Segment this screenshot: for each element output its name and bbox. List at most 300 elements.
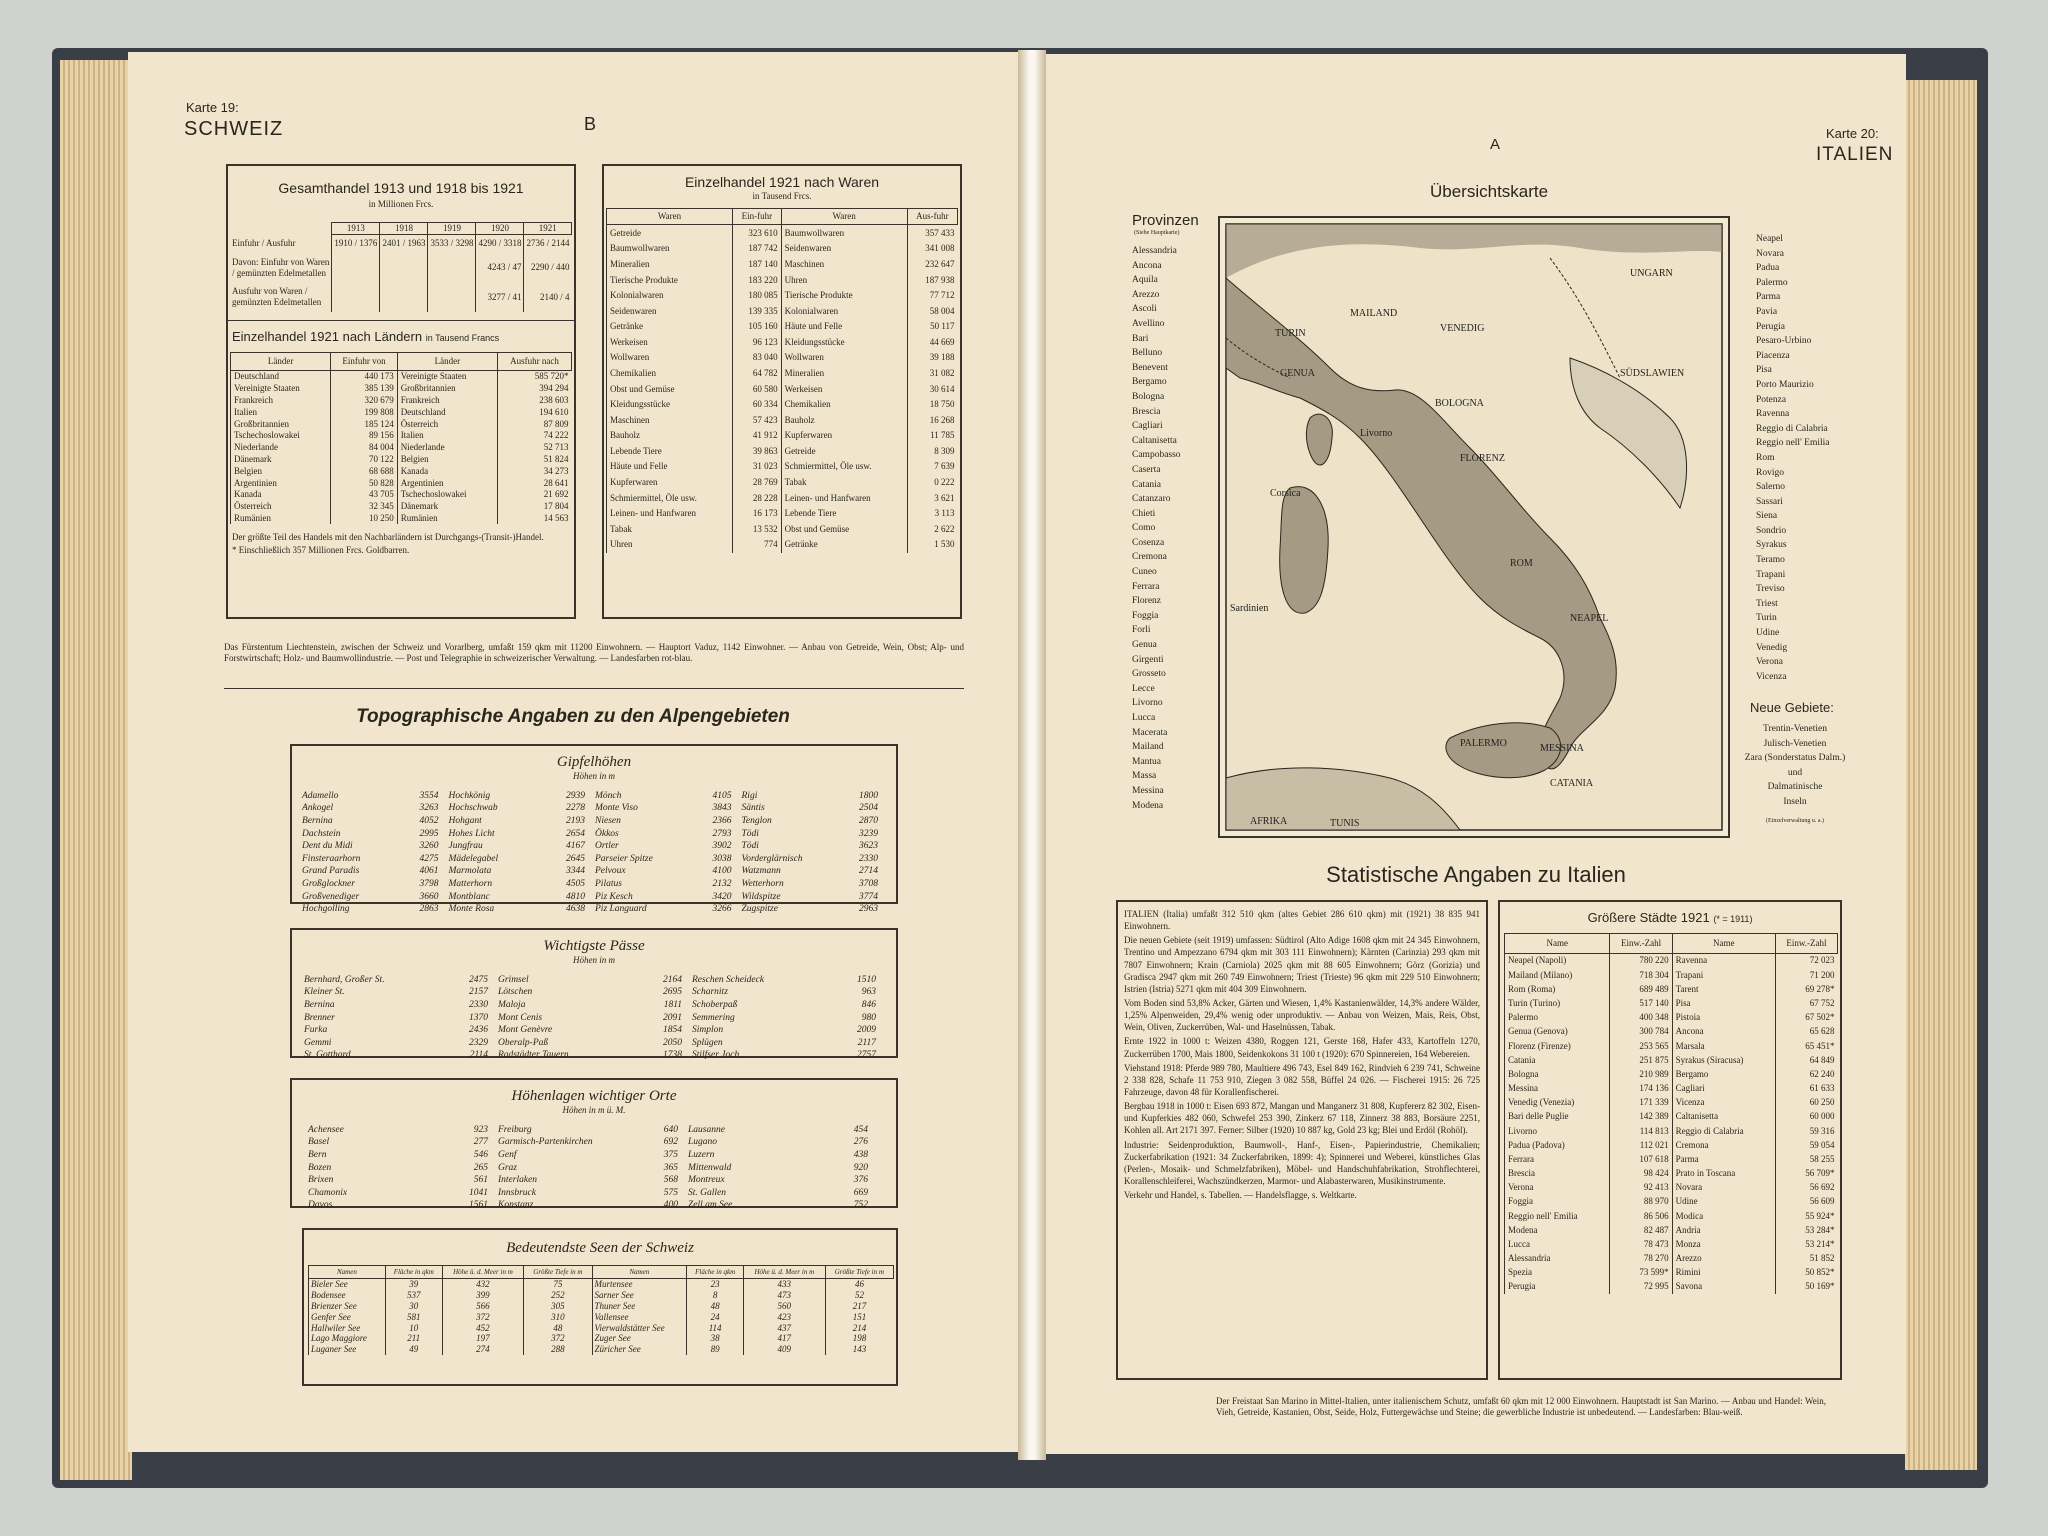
- seen-box: [302, 1228, 898, 1386]
- provinces-subtitle: (Siehe Hauptkarte): [1134, 230, 1180, 236]
- neue-item: Dalmatinische: [1767, 782, 1823, 793]
- gipfel-name: Hochkönig: [448, 790, 491, 801]
- provinces-left-list: [1132, 244, 1181, 813]
- orte-column: [308, 1124, 488, 1212]
- waren-cell: Chemikalien: [781, 397, 907, 413]
- waren-cell: 77 712: [907, 288, 957, 304]
- waren-cell: 41 912: [733, 428, 782, 444]
- orte-name: Brixen: [308, 1175, 334, 1186]
- neue-item: Inseln: [1783, 796, 1807, 807]
- waren-cell: Chemikalien: [607, 366, 733, 382]
- paesse-name: Mont Genèvre: [498, 1025, 553, 1036]
- laender-cell: Dänemark: [397, 501, 497, 513]
- waren-row: [607, 381, 958, 397]
- seen-cell: 423: [744, 1312, 826, 1323]
- seen-cell: 39: [385, 1279, 442, 1290]
- gipfel-name: Piz Languard: [595, 904, 647, 915]
- waren-cell: 30 614: [907, 381, 957, 397]
- cities-cell: Mailand (Milano): [1505, 968, 1610, 982]
- provR-item: Venedig: [1756, 642, 1788, 653]
- cities-row: [1505, 1166, 1838, 1180]
- provL-item: Massa: [1132, 771, 1157, 782]
- waren-cell: 39 863: [733, 443, 782, 459]
- orte-value: 920: [853, 1162, 868, 1173]
- paesse-value: 2157: [469, 987, 488, 998]
- cities-row: [1505, 1266, 1838, 1280]
- waren-cell: Mineralien: [781, 366, 907, 382]
- stats-text-box: [1116, 900, 1488, 1380]
- gipfel-entry: [449, 840, 586, 853]
- gesamt-row-label: Ausfuhr von Waren / gemünzten Edelmetallen: [232, 286, 322, 308]
- cities-header-cell: Name: [1672, 934, 1775, 954]
- laender-cell: 17 804: [497, 501, 571, 513]
- waren-title: Einzelhandel 1921 nach Waren: [684, 174, 880, 190]
- waren-cell: Kupferwaren: [607, 475, 733, 491]
- waren-cell: 187 938: [907, 272, 957, 288]
- gipfel-entry: [742, 840, 879, 853]
- gipfel-value: 3660: [419, 891, 439, 902]
- paesse-value: 846: [861, 999, 876, 1010]
- laender-cell: Kanada: [231, 489, 331, 501]
- seen-header-cell: Größte Tiefe in m: [825, 1266, 893, 1279]
- waren-cell: Kleidungsstücke: [781, 334, 907, 350]
- laender-cell: Vereinigte Staaten: [231, 383, 331, 395]
- waren-cell: 3 621: [907, 490, 957, 506]
- waren-cell: Schmiermittel, Öle usw.: [781, 459, 907, 475]
- gipfel-entry: [302, 790, 439, 803]
- gipfel-name: Monte Viso: [595, 803, 638, 814]
- cities-cell: Venedig (Venezia): [1505, 1096, 1610, 1110]
- cities-cell: Andria: [1672, 1223, 1775, 1237]
- cities-cell: 56 709*: [1775, 1166, 1837, 1180]
- seen-header-row: [309, 1266, 894, 1279]
- cities-cell: 58 255: [1775, 1152, 1837, 1166]
- provL-item: Alessandria: [1132, 246, 1177, 256]
- gesamt-year: 1913: [332, 222, 380, 234]
- provR-item: Siena: [1756, 511, 1778, 522]
- seen-cell: Murtensee: [592, 1279, 687, 1290]
- waren-header-cell: Ein-fuhr: [733, 208, 782, 225]
- seen-header-cell: Namen: [592, 1266, 687, 1279]
- waren-cell: 28 228: [733, 490, 782, 506]
- seen-header-cell: Fläche in qkm: [385, 1266, 442, 1279]
- page-title: SCHWEIZ: [184, 118, 284, 140]
- waren-cell: Bauholz: [781, 412, 907, 428]
- paesse-column: [692, 974, 876, 1062]
- stats-title: Statistische Angaben zu Italien: [1326, 862, 1626, 887]
- cities-cell: 71 200: [1775, 968, 1837, 982]
- cities-header-cell: Name: [1505, 934, 1610, 954]
- paesse-value: 963: [861, 987, 876, 998]
- gipfel-entry: [302, 802, 439, 815]
- gipfel-name: Hochschwab: [448, 803, 498, 814]
- orte-value: 692: [663, 1137, 678, 1148]
- cities-row: [1505, 1067, 1838, 1081]
- seen-cell: 75: [524, 1279, 592, 1290]
- waren-cell: 58 004: [907, 303, 957, 319]
- seen-row: [309, 1290, 894, 1301]
- paesse-entry: [304, 974, 488, 987]
- laender-row: [231, 489, 572, 501]
- paesse-value: 2091: [663, 1012, 682, 1023]
- gipfel-value: 4052: [419, 815, 439, 826]
- seen-cell: Bieler See: [309, 1279, 386, 1290]
- orte-columns: [308, 1124, 888, 1212]
- cities-cell: 253 565: [1610, 1039, 1672, 1053]
- waren-cell: 13 532: [733, 521, 782, 537]
- laender-row: [231, 442, 572, 454]
- waren-cell: Häute und Felle: [607, 459, 733, 475]
- provR-item: Trapani: [1756, 569, 1786, 580]
- seen-cell: 114: [687, 1323, 744, 1334]
- provL-item: Cuneo: [1132, 567, 1157, 578]
- waren-cell: Getreide: [781, 443, 907, 459]
- orte-name: Basel: [308, 1137, 330, 1148]
- gipfel-entry: [595, 853, 732, 866]
- cities-header-cell: Einw.-Zahl: [1610, 934, 1672, 954]
- gipfel-value: 2863: [419, 904, 439, 915]
- waren-cell: Baumwollwaren: [781, 225, 907, 241]
- waren-cell: Tabak: [781, 475, 907, 491]
- map-label: TUNIS: [1330, 818, 1360, 829]
- paesse-box: [290, 928, 898, 1061]
- laender-row: [231, 512, 572, 524]
- laender-cell: 185 124: [331, 418, 397, 430]
- provR-item: Verona: [1756, 657, 1783, 668]
- waren-cell: 187 140: [733, 257, 782, 273]
- cities-cell: Ravenna: [1672, 953, 1775, 968]
- orte-name: St. Gallen: [688, 1187, 726, 1198]
- cities-cell: Rom (Roma): [1505, 982, 1610, 996]
- stats-paragraph: Verkehr und Handel, s. Tabellen. — Handelsflagge, s. Weltkarte.: [1124, 1190, 1357, 1201]
- cities-cell: Tarent: [1672, 982, 1775, 996]
- cities-cell: Turin (Turino): [1505, 996, 1610, 1010]
- cities-cell: 210 989: [1610, 1067, 1672, 1081]
- gipfel-value: 2330: [859, 853, 878, 864]
- cities-title: Größere Städte 1921: [1587, 910, 1710, 925]
- gipfel-name: Vorderglärnisch: [741, 853, 803, 864]
- cities-cell: Pistoia: [1672, 1010, 1775, 1024]
- seen-cell: 274: [442, 1344, 524, 1355]
- seen-cell: 49: [385, 1344, 442, 1355]
- seen-cell: 537: [385, 1290, 442, 1301]
- gipfel-value: 3774: [859, 891, 878, 902]
- laender-cell: Vereinigte Staaten: [397, 370, 497, 382]
- paesse-value: 1370: [469, 1012, 488, 1023]
- cities-row: [1505, 1010, 1838, 1024]
- laender-cell: 199 808: [331, 406, 397, 418]
- laender-cell: Niederlande: [231, 442, 331, 454]
- cities-cell: 82 487: [1610, 1223, 1672, 1237]
- cities-cell: Reggio di Calabria: [1672, 1124, 1775, 1138]
- seen-cell: 211: [385, 1333, 442, 1344]
- seen-cell: Sarner See: [592, 1290, 687, 1301]
- cities-cell: Parma: [1672, 1152, 1775, 1166]
- gipfel-name: Parseier Spitze: [595, 853, 653, 864]
- gipfel-entry: [595, 891, 732, 904]
- gipfel-name: Grand Paradis: [302, 866, 360, 877]
- gipfel-entry: [595, 840, 732, 853]
- cities-cell: 69 278*: [1775, 982, 1837, 996]
- gipfel-name: Pilatus: [595, 878, 622, 889]
- paesse-value: 1738: [663, 1050, 682, 1061]
- waren-cell: Wollwaren: [607, 350, 733, 366]
- waren-cell: Mineralien: [607, 257, 733, 273]
- waren-cell: 50 117: [907, 319, 957, 335]
- gipfel-name: Montblanc: [448, 891, 490, 902]
- gipfel-entry: [742, 878, 879, 891]
- section-letter: B: [584, 114, 597, 134]
- orte-value: 575: [663, 1187, 678, 1198]
- provL-item: Mailand: [1132, 742, 1164, 753]
- orte-value: 376: [853, 1175, 868, 1186]
- paesse-name: Scharnitz: [692, 987, 728, 998]
- waren-subtitle: in Tausend Frcs.: [752, 191, 812, 201]
- cities-cell: Udine: [1672, 1195, 1775, 1209]
- cities-cell: 517 140: [1610, 996, 1672, 1010]
- laender-cell: Belgien: [397, 453, 497, 465]
- gipfel-subtitle: Höhen in m: [573, 771, 615, 781]
- orte-value: 1041: [469, 1187, 488, 1198]
- laender-cell: Rumänien: [397, 512, 497, 524]
- seen-cell: 197: [442, 1333, 524, 1344]
- provR-item: Porto Maurizio: [1756, 379, 1814, 390]
- seen-cell: 151: [825, 1312, 893, 1323]
- cities-row: [1505, 1209, 1838, 1223]
- waren-cell: Bauholz: [607, 428, 733, 444]
- provR-item: Reggio di Calabria: [1756, 423, 1828, 434]
- laender-cell: 74 222: [497, 430, 571, 442]
- gesamt-table: [230, 222, 572, 312]
- gipfel-value: 4061: [419, 866, 439, 877]
- waren-cell: 187 742: [733, 241, 782, 257]
- gipfel-value: 3260: [419, 841, 439, 852]
- waren-cell: 18 750: [907, 397, 957, 413]
- paesse-entry: [304, 1037, 488, 1050]
- provL-item: Cosenza: [1132, 537, 1165, 548]
- cities-cell: Lucca: [1505, 1237, 1610, 1251]
- seen-cell: 399: [442, 1290, 524, 1301]
- paesse-entry: [498, 1024, 682, 1037]
- gipfel-value: 2870: [859, 815, 878, 826]
- waren-cell: Getränke: [781, 537, 907, 553]
- waren-cell: Tierische Produkte: [781, 288, 907, 304]
- gipfel-entry: [302, 853, 439, 866]
- gipfel-value: 2995: [419, 828, 439, 839]
- seen-row: [309, 1333, 894, 1344]
- gipfel-value: 1800: [859, 790, 878, 801]
- paesse-entry: [692, 1049, 876, 1062]
- gipfel-entry: [595, 802, 732, 815]
- paesse-column: [498, 974, 682, 1062]
- waren-cell: Maschinen: [607, 412, 733, 428]
- waren-cell: 2 622: [907, 521, 957, 537]
- paesse-value: 2475: [469, 974, 488, 985]
- paesse-name: Kleiner St.: [304, 987, 345, 998]
- orte-name: Interlaken: [498, 1175, 538, 1186]
- waren-cell: Tabak: [607, 521, 733, 537]
- laender-note: Der größte Teil des Handels mit den Nachbarländern ist Durchgangs-(Transit-)Handel.: [232, 532, 544, 543]
- seen-cell: Bodensee: [309, 1290, 386, 1301]
- paesse-value: 2436: [469, 1025, 488, 1036]
- laender-cell: 385 139: [331, 383, 397, 395]
- provL-item: Belluno: [1132, 348, 1163, 359]
- map-number: Karte 19:: [186, 100, 239, 115]
- cities-cell: 78 473: [1610, 1237, 1672, 1251]
- waren-cell: Wollwaren: [781, 350, 907, 366]
- waren-cell: 774: [733, 537, 782, 553]
- orte-box: [290, 1078, 898, 1211]
- cities-cell: 689 489: [1610, 982, 1672, 996]
- new-areas-list: [1740, 722, 1850, 810]
- cities-cell: Syrakus (Siracusa): [1672, 1053, 1775, 1067]
- gipfel-value: 3843: [712, 803, 732, 814]
- gipfel-entry: [595, 828, 732, 841]
- gesamt-cell: 3533 / 3298: [428, 234, 476, 253]
- provR-item: Novara: [1756, 248, 1784, 259]
- provL-item: Genua: [1132, 640, 1157, 651]
- cities-cell: Padua (Padova): [1505, 1138, 1610, 1152]
- waren-cell: Getreide: [607, 225, 733, 241]
- gipfel-value: 3708: [859, 878, 878, 889]
- gesamt-cell: 3277 / 41: [476, 282, 524, 312]
- gipfel-name: Jungfrau: [448, 841, 483, 852]
- laender-cell: 50 828: [331, 477, 397, 489]
- gipfel-entry: [595, 903, 732, 916]
- gipfel-name: Ökkos: [595, 828, 619, 839]
- seen-cell: 452: [442, 1323, 524, 1334]
- gipfel-column: [742, 790, 879, 916]
- gipfel-value: 4638: [566, 904, 585, 915]
- orte-name: Freiburg: [498, 1124, 532, 1135]
- map-label: TURIN: [1275, 328, 1306, 339]
- gesamt-year: 1920: [476, 222, 524, 234]
- cities-cell: 53 284*: [1775, 1223, 1837, 1237]
- gipfel-value: 2654: [566, 828, 585, 839]
- paesse-entry: [692, 974, 876, 987]
- map-label: VENEDIG: [1440, 323, 1485, 334]
- waren-cell: Obst und Gemüse: [607, 381, 733, 397]
- orte-name: Bern: [308, 1149, 327, 1160]
- cities-cell: Savona: [1672, 1280, 1775, 1294]
- orte-value: 277: [473, 1137, 488, 1148]
- cities-cell: Arezzo: [1672, 1251, 1775, 1265]
- gesamt-cell: [332, 282, 380, 312]
- laender-cell: Frankreich: [397, 394, 497, 406]
- laender-cell: 194 610: [497, 406, 571, 418]
- gesamt-cell: 1910 / 1376: [332, 234, 380, 253]
- cities-row: [1505, 968, 1838, 982]
- gesamt-cell: [428, 282, 476, 312]
- laender-table: [230, 352, 572, 524]
- orte-name: Bozen: [308, 1162, 332, 1173]
- gesamt-cell: 4243 / 47: [476, 253, 524, 283]
- laender-cell: Deutschland: [397, 406, 497, 418]
- paesse-name: Mont Cenis: [498, 1012, 543, 1023]
- waren-row: [607, 475, 958, 491]
- waren-row: [607, 443, 958, 459]
- waren-header-cell: Waren: [781, 208, 907, 225]
- cities-row: [1505, 1124, 1838, 1138]
- waren-row: [607, 490, 958, 506]
- cities-cell: 65 451*: [1775, 1039, 1837, 1053]
- laender-header-cell: Ausfuhr nach: [497, 353, 571, 371]
- gipfel-name: Säntis: [741, 803, 765, 814]
- gipfel-value: 3798: [419, 878, 439, 889]
- san-marino-note: Der Freistaat San Marino in Mittel-Italien, unter italienischem Schutz, umfaßt 60 qkm mit 12 000 Einwohnern. Hauptstadt ist San Marino. — Anbau und Handel: Wein, Vieh, Getreide, Kastanien, Obst, Seide, Holz, Futtergewächse und Steine; die gewerbliche Industrie ist unbedeutend. — Landesfarben: Blau-weiß.: [1216, 1396, 1826, 1417]
- gipfel-column: [302, 790, 439, 916]
- seen-cell: 8: [687, 1290, 744, 1301]
- waren-cell: 60 580: [733, 381, 782, 397]
- waren-row: [607, 397, 958, 413]
- provR-item: Pesaro-Urbino: [1756, 336, 1812, 347]
- provR-item: Reggio nell' Emilia: [1756, 438, 1830, 449]
- gesamt-cell: [428, 253, 476, 283]
- provR-item: Turin: [1756, 613, 1777, 624]
- seen-header-cell: Fläche in qkm: [687, 1266, 744, 1279]
- provR-item: Treviso: [1756, 584, 1785, 595]
- waren-row: [607, 257, 958, 273]
- waren-cell: 31 082: [907, 366, 957, 382]
- waren-cell: 1 530: [907, 537, 957, 553]
- seen-cell: 473: [744, 1290, 826, 1301]
- cities-cell: 61 633: [1775, 1081, 1837, 1095]
- orte-entry: [688, 1187, 868, 1200]
- waren-row: [607, 225, 958, 241]
- paesse-entry: [692, 999, 876, 1012]
- cities-cell: 60 250: [1775, 1096, 1837, 1110]
- orte-entry: [308, 1136, 488, 1149]
- gipfel-entry: [742, 828, 879, 841]
- provL-item: Cremona: [1132, 552, 1167, 563]
- provR-item: Piacenza: [1756, 350, 1790, 361]
- map-title: Übersichtskarte: [1430, 182, 1549, 201]
- paesse-name: Simplon: [692, 1025, 724, 1036]
- gesamt-cell: [380, 282, 428, 312]
- seen-cell: 89: [687, 1344, 744, 1355]
- laender-row: [231, 394, 572, 406]
- italy-map: [1218, 216, 1730, 838]
- provR-item: Palermo: [1756, 277, 1788, 288]
- waren-row: [607, 459, 958, 475]
- gipfel-name: Hohgant: [448, 815, 482, 826]
- cities-cell: Alessandria: [1505, 1251, 1610, 1265]
- orte-name: Chamonix: [308, 1187, 348, 1198]
- provR-item: Ravenna: [1756, 409, 1790, 420]
- gesamt-cell: 2736 / 2144: [524, 234, 572, 253]
- laender-header-cell: Länder: [231, 353, 331, 371]
- provR-item: Pavia: [1756, 306, 1778, 317]
- gesamt-row-label: Davon: Einfuhr von Waren / gemünzten Edelmetallen: [232, 256, 330, 278]
- waren-cell: 232 647: [907, 257, 957, 273]
- stats-paragraph: Bergbau 1918 in 1000 t: Eisen 693 872, Mangan und Manganerz 31 808, Kupfererz 82 302, Eisen- und Kupferkies 482 060, Schwefel 253 390, Zinkerz 67 118, Zinnerz 38 883, Borsäure 2251, Kohlen all. Art 2171 397. Ferner: Silber (1920) 10 887 kg, Gold 23 kg; Blei und Erdöl (Rohöl).: [1124, 1101, 1481, 1136]
- paesse-value: 1854: [663, 1025, 682, 1036]
- waren-row: [607, 350, 958, 366]
- cities-row: [1505, 1053, 1838, 1067]
- laender-footnote: * Einschließlich 357 Millionen Frcs. Goldbarren.: [232, 545, 410, 556]
- cities-cell: Monza: [1672, 1237, 1775, 1251]
- orte-value: 375: [663, 1149, 678, 1160]
- gipfel-value: 2193: [566, 815, 585, 826]
- orte-entry: [688, 1149, 868, 1162]
- cities-row: [1505, 1138, 1838, 1152]
- orte-value: 568: [663, 1175, 678, 1186]
- waren-header-cell: Waren: [607, 208, 733, 225]
- paesse-value: 1811: [663, 999, 682, 1010]
- paesse-value: 2164: [663, 974, 682, 985]
- gesamt-cell: [332, 253, 380, 283]
- seen-cell: Hallwiler See: [309, 1323, 386, 1334]
